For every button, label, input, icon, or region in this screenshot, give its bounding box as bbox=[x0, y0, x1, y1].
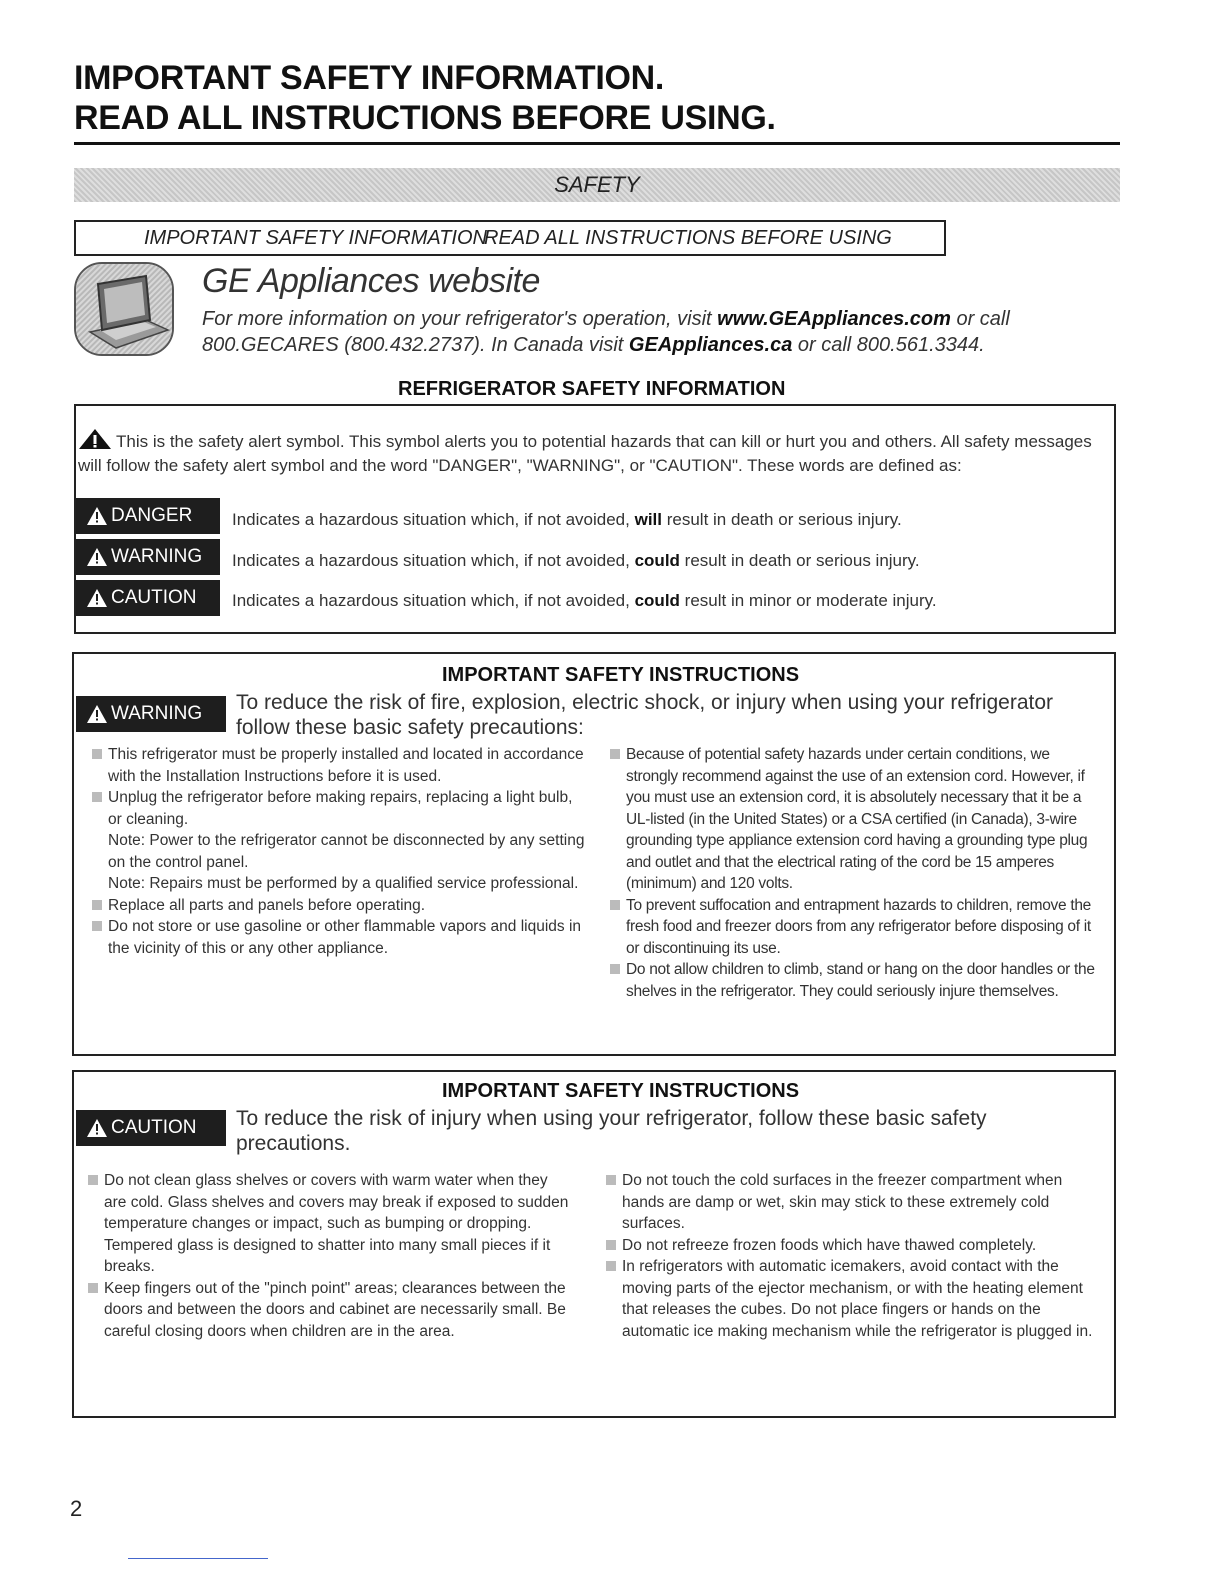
alert-triangle-icon bbox=[86, 547, 108, 567]
caution-definition bbox=[232, 591, 937, 611]
warning-lead: To reduce the risk of fire, explosion, electric shock, or injury when using your refrigerator follow these basic safety precautions: bbox=[236, 691, 1054, 739]
footer-rule bbox=[128, 1558, 268, 1559]
warning-definition bbox=[232, 551, 920, 571]
warning-def-post: result in death or serious injury. bbox=[679, 551, 920, 570]
danger-definition bbox=[232, 510, 902, 530]
caution-section-label-text: CAUTION bbox=[111, 1117, 197, 1138]
danger-def-pre: Indicates a hazardous situation which, if not avoided, bbox=[232, 510, 635, 529]
page-number: 2 bbox=[70, 1496, 83, 1521]
list-item: Do not store or use gasoline or other flammable vapors and liquids in the vicinity of this or any other appliance. bbox=[86, 916, 586, 959]
title-line-2: READ ALL INSTRUCTIONS BEFORE USING. bbox=[74, 99, 776, 137]
danger-label bbox=[76, 498, 220, 534]
caution-def-pre: Indicates a hazardous situation which, if not avoided, bbox=[232, 591, 635, 610]
warning-section-label bbox=[76, 696, 226, 732]
website-url-us[interactable]: www.GEAppliances.com bbox=[717, 308, 951, 330]
list-item: This refrigerator must be properly installed and located in accordance with the Installation Instructions before it is used. bbox=[86, 744, 586, 787]
warning-def-key: could bbox=[634, 551, 680, 570]
caution-section-label bbox=[76, 1110, 226, 1146]
info-strip-left: IMPORTANT SAFETY INFORMATION bbox=[144, 227, 487, 249]
section-bar bbox=[74, 168, 1120, 202]
danger-label-text: DANGER bbox=[111, 505, 193, 526]
list-item: Because of potential safety hazards under certain conditions, we strongly recommend against the use of an extension cord. However, if you must use an extension cord, it is absolutely necessary that it be a UL-listed (in the United States) or a CSA certified (in Canada), 3-wire grounding type appliance extension cord having a grounding type plug and outlet and that the electrical rating of the cord be 15 amperes (minimum) and 120 volts. bbox=[604, 744, 1104, 895]
caution-instructions-heading: IMPORTANT SAFETY INSTRUCTIONS bbox=[442, 1080, 800, 1102]
safety-intro-text: This is the safety alert symbol. This symbol alerts you to potential hazards that can kill or hurt you and others. All safety messages will follow the safety alert symbol and the word "DANGER", "WARNING", or "CAUTION". These words are defined as: bbox=[78, 432, 1092, 475]
warning-label bbox=[76, 539, 220, 575]
note: Note: Power to the refrigerator cannot be disconnected by any setting on the control panel. bbox=[108, 832, 585, 871]
title-rule bbox=[74, 142, 1120, 145]
caution-right-column bbox=[600, 1170, 1100, 1342]
danger-def-key: will bbox=[634, 510, 662, 529]
warning-label-text: WARNING bbox=[111, 546, 203, 567]
warning-right-column bbox=[604, 744, 1104, 1002]
safety-alert-icon bbox=[78, 428, 112, 450]
warning-def-pre: Indicates a hazardous situation which, if not avoided, bbox=[232, 551, 635, 570]
list-item: Do not refreeze frozen foods which have thawed completely. bbox=[600, 1235, 1100, 1257]
list-item: Unplug the refrigerator before making repairs, replacing a light bulb, or cleaning. bbox=[86, 787, 586, 830]
info-strip-right: READ ALL INSTRUCTIONS BEFORE USING bbox=[484, 227, 892, 249]
caution-label-text: CAUTION bbox=[111, 587, 197, 608]
list-item: Keep fingers out of the "pinch point" areas; clearances between the doors and between the doors and cabinet are necessarily small. Be careful closing doors when children are in the area. bbox=[82, 1278, 572, 1343]
alert-triangle-icon bbox=[86, 506, 108, 526]
refrigerator-safety-heading: REFRIGERATOR SAFETY INFORMATION bbox=[398, 378, 786, 400]
alert-triangle-icon bbox=[86, 1118, 108, 1138]
website-text-a: For more information on your refrigerator's operation, visit bbox=[202, 308, 718, 330]
caution-label bbox=[76, 580, 220, 616]
website-text-c: or call 800.561.3344. bbox=[792, 334, 985, 356]
caution-left-column bbox=[82, 1170, 572, 1342]
list-item: Replace all parts and panels before operating. bbox=[86, 895, 586, 917]
info-strip bbox=[74, 220, 946, 256]
caution-def-key: could bbox=[634, 591, 680, 610]
laptop-icon bbox=[74, 262, 174, 356]
alert-triangle-icon bbox=[86, 704, 108, 724]
warning-instructions-heading: IMPORTANT SAFETY INSTRUCTIONS bbox=[442, 664, 800, 686]
website-url-ca[interactable]: GEAppliances.ca bbox=[628, 334, 793, 356]
website-text bbox=[202, 306, 1102, 358]
safety-intro bbox=[78, 428, 1108, 478]
website-title: GE Appliances website bbox=[202, 262, 540, 300]
list-item: To prevent suffocation and entrapment hazards to children, remove the fresh food and freezer doors from any refrigerator before disposing of it or discontinuing its use. bbox=[604, 895, 1104, 960]
list-item: In refrigerators with automatic icemakers, avoid contact with the moving parts of the ejector mechanism, or with the heating element that releases the cubes. Do not place fingers or hands on the automatic ice making mechanism while the refrigerator is plugged in. bbox=[600, 1256, 1100, 1342]
danger-def-post: result in death or serious injury. bbox=[662, 510, 902, 529]
note: Note: Repairs must be performed by a qualified service professional. bbox=[108, 875, 579, 892]
section-bar-label: SAFETY bbox=[554, 172, 640, 197]
caution-lead: To reduce the risk of injury when using your refrigerator, follow these basic safety precautions. bbox=[236, 1107, 987, 1155]
warning-left-column bbox=[86, 744, 586, 959]
title-line-1: IMPORTANT SAFETY INFORMATION. bbox=[74, 59, 665, 97]
page-title bbox=[74, 58, 1120, 138]
caution-def-post: result in minor or moderate injury. bbox=[679, 591, 937, 610]
list-item: Do not allow children to climb, stand or hang on the door handles or the shelves in the refrigerator. They could seriously injure themselves. bbox=[604, 959, 1104, 1002]
warning-section-label-text: WARNING bbox=[111, 703, 203, 724]
website-text-b: or call 800.GECARES (800.432.2737). In Canada visit bbox=[202, 308, 1010, 356]
list-item: Do not touch the cold surfaces in the freezer compartment when hands are damp or wet, skin may stick to these extremely cold surfaces. bbox=[600, 1170, 1100, 1235]
alert-triangle-icon bbox=[86, 588, 108, 608]
list-item: Do not clean glass shelves or covers with warm water when they are cold. Glass shelves and covers may break if exposed to sudden temperature changes or impact, such as bumping or dropping. Tempered glass is designed to shatter into many small pieces if it breaks. bbox=[82, 1170, 572, 1278]
